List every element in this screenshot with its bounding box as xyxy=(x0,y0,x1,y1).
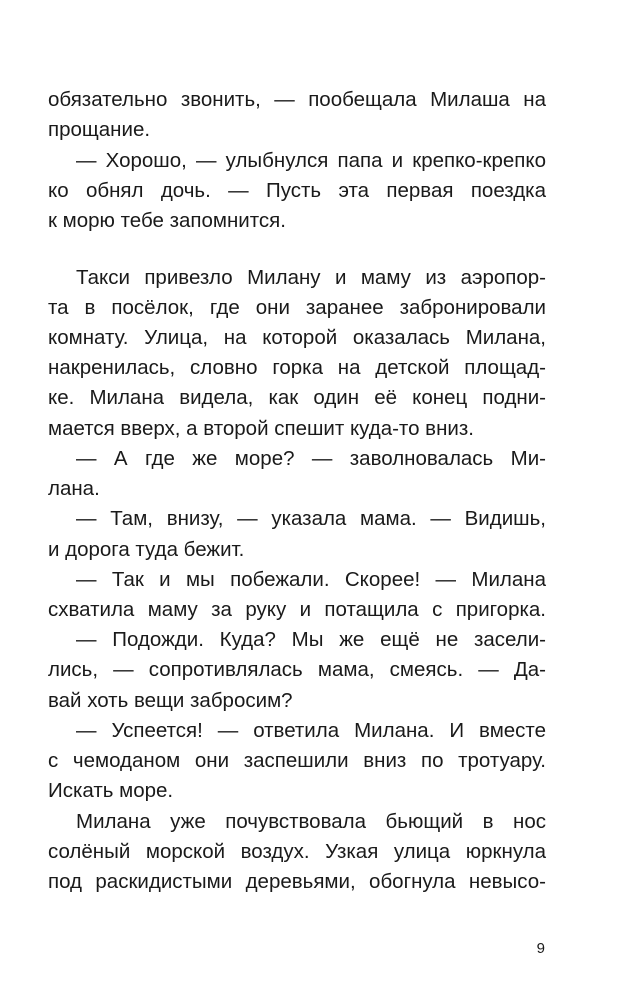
text-line: накренилась, словно горка на детской площад- xyxy=(48,356,546,379)
text-line: Милана уже почувствовала бьющий в нос xyxy=(76,810,546,833)
text-line: Искать море. xyxy=(48,779,174,802)
text-line: — Успеется! — ответила Милана. И вместе xyxy=(76,719,546,742)
text-line: ко обнял дочь. — Пусть эта первая поездка xyxy=(48,179,546,202)
text-line: ке. Милана видела, как один её конец подни- xyxy=(48,386,546,409)
text-line: прощание. xyxy=(48,118,151,141)
text-line: лана. xyxy=(48,477,100,500)
text-line: под раскидистыми деревьями, обогнула невысо- xyxy=(48,870,546,893)
text-line: — Хорошо, — улыбнулся папа и крепко-крепко xyxy=(76,149,546,172)
text-line: та в посёлок, где они заранее забронировали xyxy=(48,296,546,319)
text-line: схватила маму за руку и потащила с пригорка. xyxy=(48,598,546,621)
page-number: 9 xyxy=(536,940,545,957)
text-line: солёный морской воздух. Узкая улица юркнула xyxy=(48,840,546,863)
text-line: — Подожди. Куда? Мы же ещё не засели- xyxy=(76,628,546,651)
text-line: комнату. Улица, на которой оказалась Милана, xyxy=(48,326,546,349)
text-line: — Там, внизу, — указала мама. — Видишь, xyxy=(76,507,546,530)
text-line: и дорога туда бежит. xyxy=(48,538,245,561)
text-line: обязательно звонить, — пообещала Милаша на xyxy=(48,88,546,111)
text-line: — А где же море? — заволновалась Ми- xyxy=(76,447,546,470)
text-line: лись, — сопротивлялась мама, смеясь. — Да- xyxy=(48,658,546,681)
text-line: — Так и мы побежали. Скорее! — Милана xyxy=(76,568,546,591)
text-line: к морю тебе запомнится. xyxy=(48,209,286,232)
text-line: с чемоданом они заспешили вниз по тротуару. xyxy=(48,749,546,772)
text-line: вай хоть вещи забросим? xyxy=(48,689,293,712)
text-line: мается вверх, а второй спешит куда-то вниз. xyxy=(48,417,474,440)
text-line: Такси привезло Милану и маму из аэропор- xyxy=(76,266,546,289)
